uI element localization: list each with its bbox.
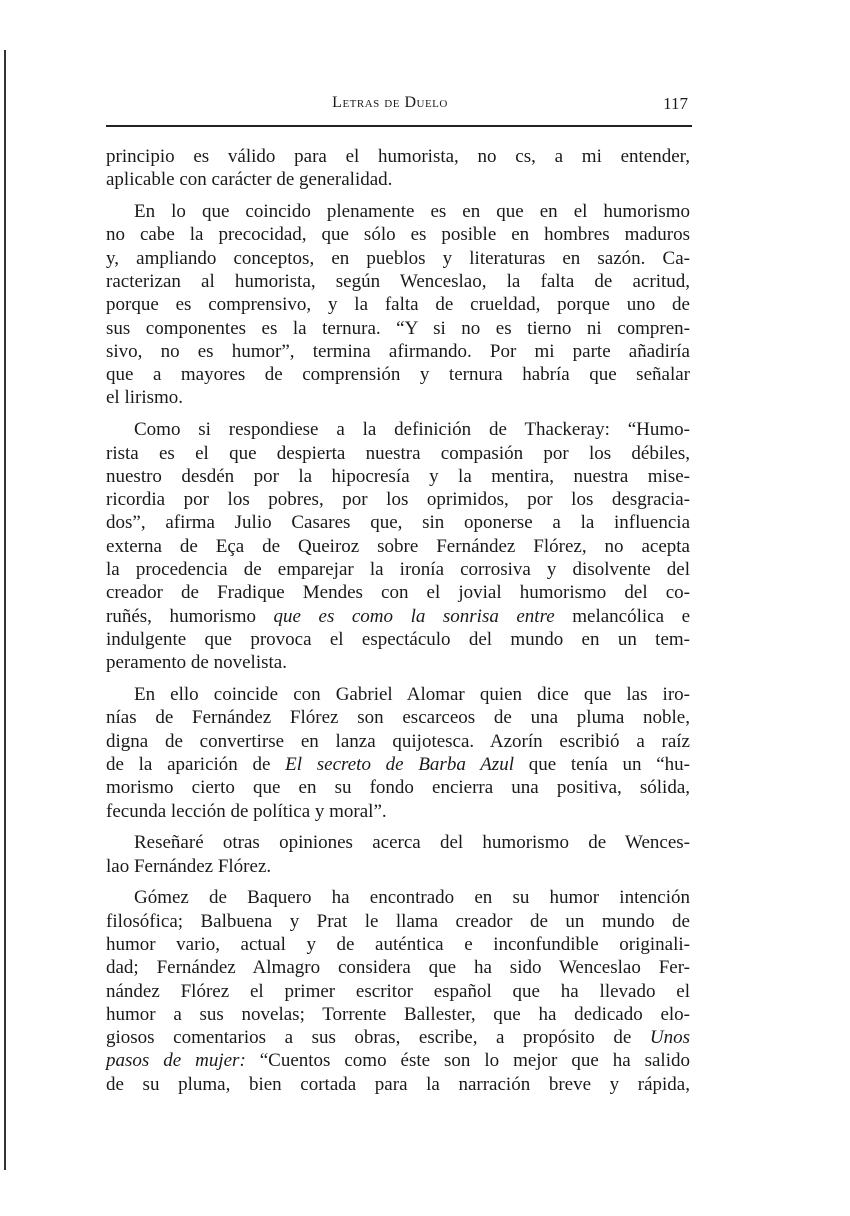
text-line xyxy=(106,317,690,340)
line-text: la procedencia de emparejar la ironía corrosiva y disolvente del xyxy=(106,559,690,581)
paragraph xyxy=(106,831,690,878)
text-line xyxy=(106,706,690,729)
paragraph xyxy=(106,886,690,1096)
line-text: principio es válido para el humorista, no cs, a mi entender, xyxy=(106,146,690,167)
scan-border xyxy=(4,50,6,1170)
text-line xyxy=(106,168,690,191)
text-line xyxy=(106,683,690,706)
line-text: nuestro desdén por la hipocresía y la mentira, nuestra mise- xyxy=(106,465,690,487)
line-text: de su pluma, bien cortada para la narración breve y rápida, xyxy=(106,1073,690,1095)
text-line xyxy=(106,247,690,270)
line-text: racterizan al humorista, según Wenceslao, la falta de acritud, xyxy=(106,270,690,292)
line-text: “Cuentos como éste son lo mejor que ha salido xyxy=(245,1050,690,1072)
text-line xyxy=(106,363,690,386)
page-number: 117 xyxy=(663,94,688,113)
line-text: que tenía un “hu- xyxy=(513,753,690,775)
text-line xyxy=(106,910,690,933)
line-text: nández Flórez el primer escritor español que ha llevado el xyxy=(106,980,690,1002)
text-line xyxy=(106,558,690,581)
text-line xyxy=(106,605,690,628)
line-text: creador de Fradique Mendes con el jovial humorismo del co- xyxy=(106,582,690,604)
line-text: ricordia por los pobres, por los oprimidos, por los desgracia- xyxy=(106,489,690,511)
running-head-title: Letras de Duelo xyxy=(332,94,448,111)
line-text: el lirismo. xyxy=(106,387,184,409)
line-text: y, ampliando conceptos, en pueblos y literaturas en sazón. Ca- xyxy=(106,247,690,269)
text-line xyxy=(106,340,690,363)
text-line xyxy=(106,776,690,799)
line-text: lao Fernández Flórez. xyxy=(106,855,272,877)
text-line xyxy=(106,933,690,956)
text-line xyxy=(106,386,690,409)
line-text: nías de Fernández Flórez son escarceos de una pluma noble, xyxy=(106,707,690,729)
text-line xyxy=(106,145,690,168)
line-text: sivo, no es humor”, termina afirmando. Por mi parte añadiría xyxy=(106,340,690,362)
italic-title-text: que es como la sonrisa entre xyxy=(273,605,555,627)
italic-title-text: Unos xyxy=(649,1027,690,1049)
text-line xyxy=(106,886,690,909)
text-line xyxy=(106,488,690,511)
line-text: melancólica e xyxy=(554,605,691,627)
line-text: morismo cierto que en su fondo encierra una positiva, sólida, xyxy=(106,777,690,799)
text-line xyxy=(106,1003,690,1026)
line-text: humor vario, actual y de auténtica e inconfundible originali- xyxy=(106,934,690,955)
line-text: Como si respondiese a la definición de Thackeray: “Humo- xyxy=(134,419,690,441)
text-line xyxy=(106,270,690,293)
paragraph xyxy=(106,200,690,410)
line-text: En lo que coincido plenamente es en que en el humorismo xyxy=(134,201,690,223)
line-text: no cabe la precocidad, que sólo es posible en hombres maduros xyxy=(106,224,690,246)
line-text: Gómez de Baquero ha encontrado en su humor intención xyxy=(134,887,690,909)
line-text: Reseñaré otras opiniones acerca del humorismo de Wences- xyxy=(134,832,690,854)
text-line xyxy=(106,628,690,651)
line-text: fecunda lección de política y moral”. xyxy=(106,800,387,822)
text-line xyxy=(106,1049,690,1072)
line-text: sus componentes es la ternura. “Y si no es tierno ni compren- xyxy=(106,317,690,339)
line-text: rista es el que despierta nuestra compasión por los débiles, xyxy=(106,442,690,464)
running-head xyxy=(106,94,690,120)
italic-title-text: pasos de mujer: xyxy=(106,1050,246,1072)
line-text: dos”, afirma Julio Casares que, sin oponerse a la influencia xyxy=(106,512,690,534)
text-line xyxy=(106,651,690,674)
text-line xyxy=(106,855,690,878)
line-text: externa de Eça de Queiroz sobre Fernández Flórez, no acepta xyxy=(106,535,690,557)
line-text: que a mayores de comprensión y ternura habría que señalar xyxy=(106,364,690,386)
text-line xyxy=(106,442,690,465)
text-line xyxy=(106,753,690,776)
line-text: ruñés, humorismo xyxy=(106,605,274,627)
text-line xyxy=(106,581,690,604)
text-line xyxy=(106,800,690,823)
text-line xyxy=(106,1026,690,1049)
text-line xyxy=(106,980,690,1003)
text-line xyxy=(106,200,690,223)
paragraph xyxy=(106,145,690,192)
text-line xyxy=(106,535,690,558)
line-text: indulgente que provoca el espectáculo del mundo en un tem- xyxy=(106,628,690,650)
text-line xyxy=(106,511,690,534)
text-line xyxy=(106,418,690,441)
paragraph xyxy=(106,683,690,823)
text-line xyxy=(106,956,690,979)
header-rule xyxy=(106,125,692,127)
line-text: filosófica; Balbuena y Prat le llama creador de un mundo de xyxy=(106,910,690,932)
text-line xyxy=(106,1073,690,1096)
line-text: dad; Fernández Almagro considera que ha sido Wenceslao Fer- xyxy=(106,957,690,979)
text-line xyxy=(106,465,690,488)
italic-title-text: El secreto de Barba Azul xyxy=(285,753,514,775)
text-line xyxy=(106,730,690,753)
body-text xyxy=(106,145,690,1105)
paragraph xyxy=(106,418,690,674)
text-line xyxy=(106,293,690,316)
line-text: porque es comprensivo, y la falta de crueldad, porque uno de xyxy=(106,294,690,316)
line-text: humor a sus novelas; Torrente Ballester, que ha dedicado elo- xyxy=(106,1003,690,1025)
text-line xyxy=(106,223,690,246)
line-text: aplicable con carácter de generalidad. xyxy=(106,169,393,191)
line-text: de la aparición de xyxy=(106,753,286,775)
line-text: giosos comentarios a sus obras, escribe, a propósito de xyxy=(106,1027,650,1049)
line-text: peramento de novelista. xyxy=(106,652,287,674)
line-text: digna de convertirse en lanza quijotesca. Azorín escribió a raíz xyxy=(106,730,690,752)
text-line xyxy=(106,831,690,854)
line-text: En ello coincide con Gabriel Alomar quien dice que las iro- xyxy=(134,684,690,706)
